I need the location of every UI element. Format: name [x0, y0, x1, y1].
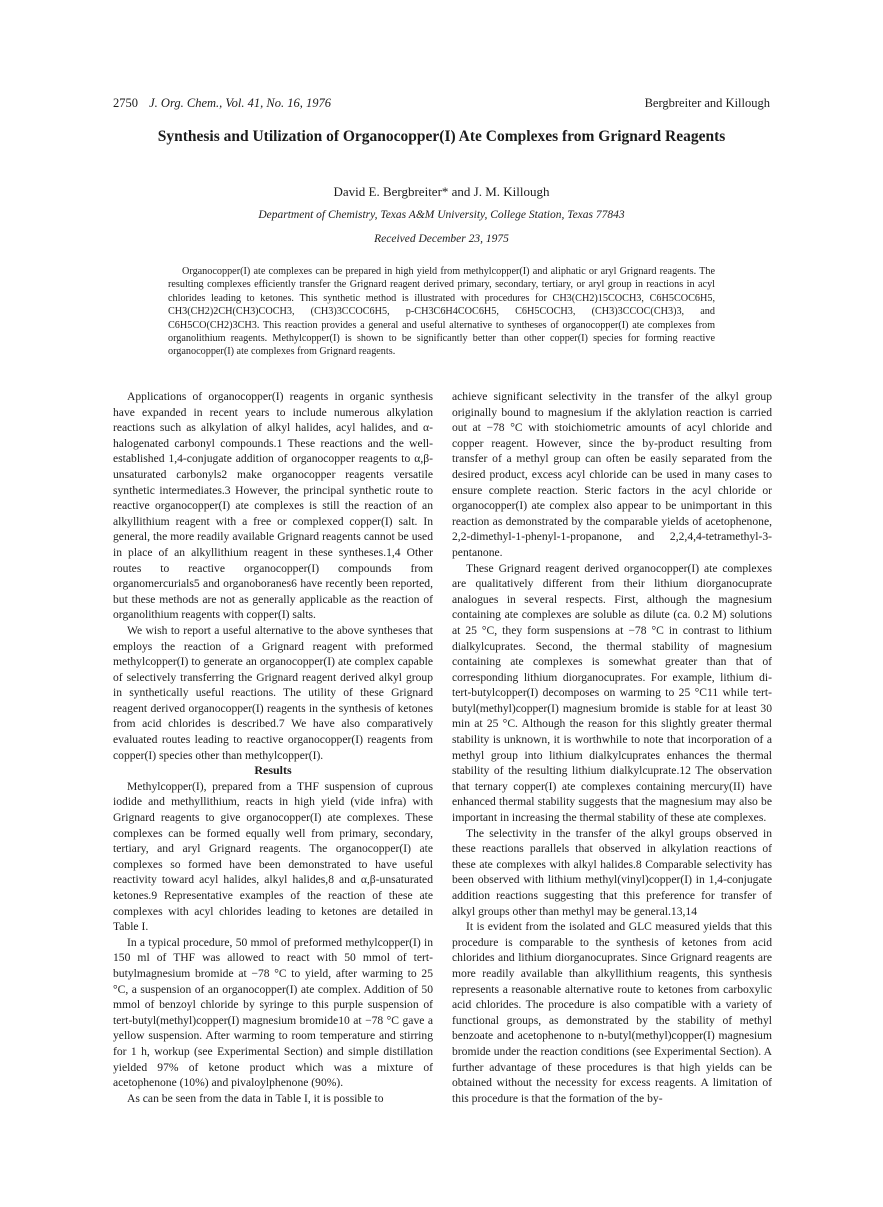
section-heading-results: Results	[254, 763, 292, 778]
right-column	[452, 389, 772, 1106]
page-number: 2750	[113, 96, 138, 110]
left-column	[113, 389, 433, 1106]
paragraph: Applications of organocopper(I) reagents in organic synthesis have expanded in recent years to include numerous alkylation reactions such as alkylation of alkyl halides, acyl halides, and α-halogenated carbonyl compounds.1 These reactions and the well-established 1,4-conjugate addition of organocopper reagents to α,β-unsaturated carbonyls2 make organocopper reagents versatile synthetic intermediates.3 However, the principal synthetic route to reactive organocopper(I) ate complexes is still the reaction of an alkyllithium reagent with a free or complexed copper(I) salt. In general, the more readily available Grignard reagents cannot be used in place of an alkyllithium reagent in these syntheses.1,4 Other routes to reactive organocopper(I) compounds from organomercurials5 and organoboranes6 have recently been reported, but these methods are not as generally applicable as the reaction of organolithium reagents with copper(I) salts.	[113, 390, 433, 622]
paragraph: As can be seen from the data in Table I, it is possible to	[127, 1091, 384, 1105]
paragraph: Methylcopper(I), prepared from a THF suspension of cuprous iodide and methyllithium, reacts in high yield (vide infra) with Grignard reagents to give organocopper(I) ate complexes. These complexes can be formed equally well from primary, secondary, tertiary, and aryl Grignard reagents. The organocopper(I) ate complexes so formed have been demonstrated to have useful reactivity toward acyl halides, alkyl halides,8 and α,β-unsaturated ketones.9 Representative examples of the reaction of these ate complexes with acyl chlorides leading to ketones are detailed in Table I.	[113, 779, 433, 934]
running-head-authors: Bergbreiter and Killough	[644, 96, 770, 110]
article-authors: David E. Bergbreiter* and J. M. Killough	[333, 184, 550, 199]
paragraph: It is evident from the isolated and GLC measured yields that this procedure is comparable to the synthesis of ketones from acid chlorides and lithium diorganocuprates. Since Grignard reagents are more readily available than alkyllithium reagents, this synthesis represents a reasonable alternative route to ketones from carboxylic acid chlorides. The procedure is also compatible with a variety of functional groups, as demonstrated by the stability of methyl benzoate and acetophenone to n-butyl(methyl)copper(I) magnesium bromide under the reaction conditions (see Experimental Section). A further advantage of these procedures is that high yields can be obtained without the necessity for excess reagents. A limitation of this procedure is that the formation of the by-	[452, 920, 772, 1105]
paragraph: The selectivity in the transfer of the alkyl groups observed in these reactions parallels that observed in alkylation reactions of these ate complexes with alkyl halides.8 Comparable selectivity has been observed with lithium methyl(vinyl)copper(I) in 1,4-conjugate addition reactions suggesting that this preference for transfer of alkyl groups other than methyl may be general.13,14	[452, 826, 772, 918]
paragraph: achieve significant selectivity in the transfer of the alkyl group originally bound to magnesium if the aklylation reaction is carried out at −78 °C with stoichiometric amounts of acyl chloride and copper reagent. However, since the by-product resulting from transfer of a methyl group can often be easily separated from the desired product, excess acyl chloride can be used in many cases to ensure complete reaction. Steric factors in the acyl chloride or organocopper(I) ate complex also appear to be unimportant in this reaction as demonstrated by the comparable yields of acetophenone, 2,2-dimethyl-1-phenyl-1-propanone, and 2,2,4,4-tetramethyl-3-pentanone.	[452, 390, 772, 559]
article-title: Synthesis and Utilization of Organocopper(I) Ate Complexes from Grignard Reagents	[157, 128, 726, 145]
journal-citation: J. Org. Chem., Vol. 41, No. 16, 1976	[149, 96, 331, 110]
paragraph: These Grignard reagent derived organocopper(I) ate complexes are qualitatively different from their lithium diorganocuprate analogues in several respects. First, although the magnesium containing ate complexes are soluble as dilute (ca. 0.2 M) solutions at 25 °C, they form suspensions at −78 °C in contrast to lithium dialkylcuprates. Second, the thermal stability of magnesium containing ate complexes is somewhat greater than that of corresponding lithium diorganocuprates. For example, lithium di-tert-butylcopper(I) decomposes on warming to 25 °C11 while tert-butyl(methyl)copper(I) magnesium bromide is stable for at least 30 min at 25 °C. Although the reason for this slightly greater thermal stability is unknown, it is worthwhile to note that incorporation of a methyl group into lithium dialkylcuprates enhances the thermal stability of the resulting lithium dialkylcuprate.12 The observation that ternary copper(I) ate complexes containing mercury(II) have enhanced thermal stability suggests that the magnesium may also be important in increasing the thermal stability of these ate complexes.	[452, 561, 772, 825]
author-affiliation: Department of Chemistry, Texas A&M University, College Station, Texas 77843	[258, 209, 625, 221]
running-head-left	[113, 96, 331, 111]
received-date: Received December 23, 1975	[374, 233, 509, 245]
paragraph: We wish to report a useful alternative to the above syntheses that employs the reaction of a Grignard reagent with preformed methylcopper(I) to generate an organocopper(I) ate complex capable of selectively transferring the Grignard reagent derived alkyl group in synthetically useful reactions. The utility of these Grignard reagent derived organocopper(I) reagents in the synthesis of ketones from acid chlorides is described.7 We have also comparatively evaluated routes leading to reactive organocopper(I) reagents from copper(I) species other than methylcopper(I).	[113, 623, 433, 762]
abstract: Organocopper(I) ate complexes can be prepared in high yield from methylcopper(I) and aliphatic or aryl Grignard reagents. The resulting complexes efficiently transfer the Grignard reagent derived primary, secondary, tertiary, or aryl group in reactions in acyl chlorides leading to ketones. This synthetic method is illustrated with procedures for CH3(CH2)15COCH3, C6H5COC6H5, CH3(CH2)2CH(CH3)COCH3, (CH3)3CCOC6H5, p-CH3C6H4COC6H5, C6H5COCH3, (CH3)3CCOC(CH3)3, and C6H5CO(CH2)3CH3. This reaction provides a general and useful alternative to syntheses of organocopper(I) ate complexes from organolithium reagents. Methylcopper(I) is shown to be significantly better than other copper(I) species for forming reactive organocopper(I) ate complexes from Grignard reagents.	[168, 266, 715, 358]
paragraph: In a typical procedure, 50 mmol of preformed methylcopper(I) in 150 ml of THF was allowed to react with 50 mmol of tert-butylmagnesium bromide at −78 °C to yield, after warming to 25 °C, a suspension of an organocopper(I) ate complex. Addition of 50 mmol of benzoyl chloride by syringe to this purple suspension of tert-butyl(methyl)copper(I) magnesium bromide10 at −78 °C gave a yellow suspension. After warming to room temperature and stirring for 1 h, workup (see Experimental Section) and simple distillation yielded 97% of ketone product which was a mixture of acetophenone (10%) and pivaloylphenone (90%).	[113, 935, 433, 1090]
running-head	[113, 96, 770, 111]
